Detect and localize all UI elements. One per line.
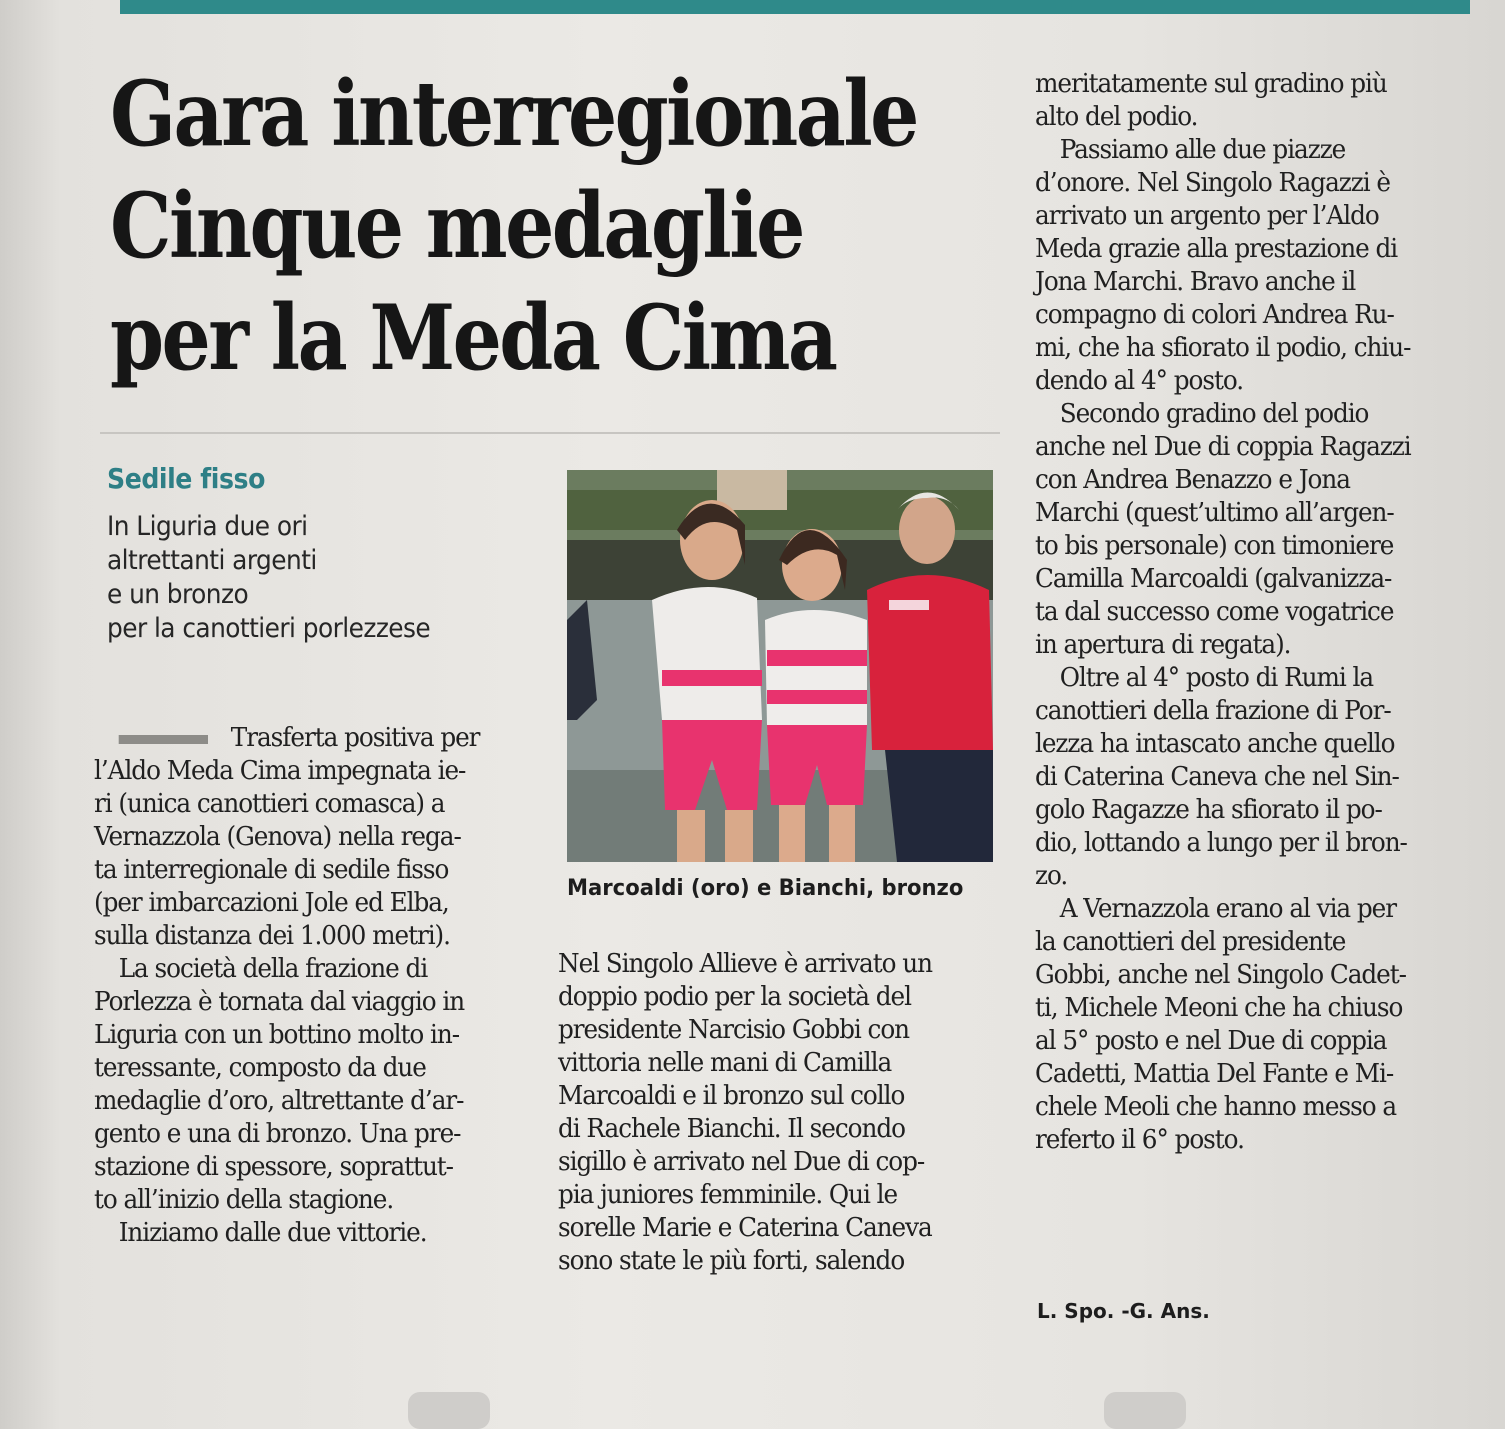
lead-marker: [119, 735, 208, 744]
article-column-right: [1035, 68, 1463, 1157]
body-line: Secondo gradino del podio: [1059, 399, 1369, 429]
body-line: Liguria con un bottino molto in-: [94, 1020, 460, 1050]
subheadline-line: per la canottieri porlezzese: [107, 613, 431, 644]
body-line: dendo al 4° posto.: [1035, 366, 1244, 396]
body-line: ti, Michele Meoni che ha chiuso: [1035, 993, 1403, 1023]
body-line: sorelle Marie e Caterina Caneva: [558, 1213, 932, 1243]
body-line: Marchi (quest’ultimo all’argen-: [1035, 498, 1394, 528]
bleed-through-shape: [408, 1392, 490, 1429]
body-line: lezza ha intascato anche quello: [1035, 729, 1395, 759]
body-line: di Caterina Caneva che nel Sin-: [1035, 762, 1399, 792]
body-line: zo.: [1035, 861, 1068, 891]
body-line: chele Meoli che hanno messo a: [1035, 1092, 1397, 1122]
body-line: Oltre al 4° posto di Rumi la: [1059, 663, 1374, 693]
headline-line: per la Meda Cima: [110, 285, 836, 391]
body-line: anche nel Due di coppia Ragazzi: [1035, 432, 1411, 462]
body-line: l’Aldo Meda Cima impegnata ie-: [94, 756, 466, 786]
body-line: doppio podio per la società del: [558, 982, 911, 1012]
body-line: alto del podio.: [1035, 102, 1198, 132]
body-line: Iniziamo dalle due vittorie.: [118, 1218, 427, 1248]
body-line: Gobbi, anche nel Singolo Cadet-: [1035, 960, 1406, 990]
headline: [110, 58, 917, 394]
body-line: Marcoaldi e il bronzo sul collo: [558, 1081, 905, 1111]
article-column-middle: [558, 948, 976, 1278]
subheadline-line: In Liguria due ori: [107, 511, 308, 542]
body-line-text: Trasferta positiva per: [230, 723, 480, 753]
body-line: pia juniores femminile. Qui le: [558, 1180, 898, 1210]
bleed-through-shape: [1104, 1392, 1186, 1429]
body-line: Camilla Marcoaldi (galvanizza-: [1035, 564, 1392, 594]
body-line: La società della frazione di: [118, 954, 428, 984]
body-line: Passiamo alle due piazze: [1059, 135, 1346, 165]
body-line: in apertura di regata).: [1035, 630, 1291, 660]
top-accent-rule: [120, 0, 1470, 14]
body-line: ta interregionale di sedile fisso: [94, 855, 449, 885]
body-line: Vernazzola (Genova) nella rega-: [94, 822, 461, 852]
body-line: to all’inizio della stagione.: [94, 1185, 394, 1215]
body-line: presidente Narcisio Gobbi con: [558, 1015, 910, 1045]
photo-illustration: [567, 470, 993, 862]
body-line: stazione di spessore, soprattut-: [94, 1152, 453, 1182]
article-column-left: [94, 722, 512, 1250]
subheadline-line: e un bronzo: [107, 579, 249, 610]
body-line: (per imbarcazioni Jole ed Elba,: [94, 888, 449, 918]
body-line: to bis personale) con timoniere: [1035, 531, 1394, 561]
body-line: gento e una di bronzo. Una pre-: [94, 1119, 461, 1149]
body-line: sulla distanza dei 1.000 metri).: [94, 921, 450, 951]
body-line: sono state le più forti, salendo: [558, 1246, 905, 1276]
body-line: teressante, composto da due: [94, 1053, 426, 1083]
body-line: Jona Marchi. Bravo anche il: [1035, 267, 1356, 297]
body-line: sigillo è arrivato nel Due di cop-: [558, 1147, 925, 1177]
body-line: canottieri della frazione di Por-: [1035, 696, 1391, 726]
subheadline-line: altrettanti argenti: [107, 545, 317, 576]
body-line: Cadetti, Mattia Del Fante e Mi-: [1035, 1059, 1394, 1089]
body-line: di Rachele Bianchi. Il secondo: [558, 1114, 905, 1144]
body-line: dio, lottando a lungo per il bron-: [1035, 828, 1407, 858]
body-line: medaglie d’oro, altrettante d’ar-: [94, 1086, 464, 1116]
rowing-athletes-photo: [567, 470, 993, 862]
body-line: al 5° posto e nel Due di coppia: [1035, 1026, 1387, 1056]
body-line: meritatamente sul gradino più: [1035, 69, 1387, 99]
section-divider: [100, 432, 1000, 434]
body-line: vittoria nelle mani di Camilla: [558, 1048, 892, 1078]
body-line: arrivato un argento per l’Aldo: [1035, 201, 1379, 231]
body-line: referto il 6° posto.: [1035, 1125, 1244, 1155]
body-line: A Vernazzola erano al via per: [1059, 894, 1397, 924]
headline-line: Gara interregionale: [110, 61, 917, 167]
photo-caption: Marcoaldi (oro) e Bianchi, bronzo: [567, 876, 964, 901]
headline-line: Cinque medaglie: [110, 173, 803, 279]
byline: L. Spo. -G. Ans.: [1037, 1299, 1210, 1323]
body-line: ri (unica canottieri comasca) a: [94, 789, 445, 819]
body-line: compagno di colori Andrea Ru-: [1035, 300, 1394, 330]
body-line: con Andrea Benazzo e Jona: [1035, 465, 1350, 495]
body-line: Nel Singolo Allieve è arrivato un: [558, 949, 932, 979]
kicker: Sedile fisso: [107, 462, 265, 495]
body-line: mi, che ha sfiorato il podio, chiu-: [1035, 333, 1411, 363]
body-line: la canottieri del presidente: [1035, 927, 1346, 957]
body-line: d’onore. Nel Singolo Ragazzi è: [1035, 168, 1390, 198]
body-line: Porlezza è tornata dal viaggio in: [94, 987, 465, 1017]
body-line: golo Ragazze ha sfiorato il po-: [1035, 795, 1382, 825]
body-line: [94, 722, 512, 755]
subheadline: [107, 510, 512, 646]
body-line: ta dal successo come vogatrice: [1035, 597, 1394, 627]
body-line: Meda grazie alla prestazione di: [1035, 234, 1398, 264]
